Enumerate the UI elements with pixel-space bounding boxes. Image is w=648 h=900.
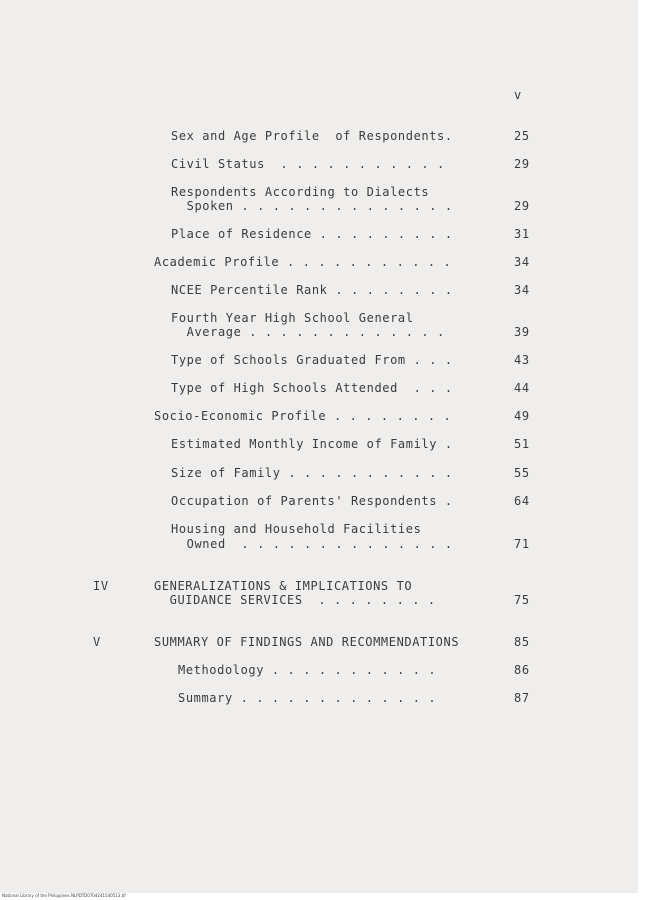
toc-entry-methodology: Methodology . . . . . . . . . . .: [178, 663, 437, 677]
toc-entry-housing-cont: Owned . . . . . . . . . . . . . .: [171, 537, 453, 551]
toc-entry-dialects: Respondents According to Dialects: [171, 185, 430, 199]
toc-page-number: 31: [514, 227, 530, 241]
toc-entry-dialects-cont: Spoken . . . . . . . . . . . . . .: [171, 199, 453, 213]
scan-margin-right: [638, 0, 648, 900]
toc-entry-monthly-income: Estimated Monthly Income of Family .: [171, 437, 453, 451]
chapter-title-generalizations-cont: GUIDANCE SERVICES . . . . . . . .: [154, 593, 436, 607]
toc-entry-residence: Place of Residence . . . . . . . . .: [171, 227, 453, 241]
toc-page-number: 29: [514, 157, 530, 171]
chapter-numeral: IV: [93, 579, 109, 593]
toc-entry-schools-graduated: Type of Schools Graduated From . . .: [171, 353, 453, 367]
toc-entry-ncee: NCEE Percentile Rank . . . . . . . .: [171, 283, 453, 297]
toc-page-number: 34: [514, 283, 530, 297]
toc-page-number: 51: [514, 437, 530, 451]
toc-page-number: 29: [514, 199, 530, 213]
chapter-title-summary: SUMMARY OF FINDINGS AND RECOMMENDATIONS: [154, 635, 460, 649]
toc-page-number: 85: [514, 635, 530, 649]
toc-entry-high-school-average: Fourth Year High School General: [171, 311, 414, 325]
page-number: v: [514, 88, 522, 102]
toc-section-academic-profile: Academic Profile . . . . . . . . . . .: [154, 255, 452, 269]
toc-entry-high-school-average-cont: Average . . . . . . . . . . . . .: [171, 325, 445, 339]
chapter-title-generalizations: GENERALIZATIONS & IMPLICATIONS TO: [154, 579, 413, 593]
toc-page-number: 43: [514, 353, 530, 367]
toc-page-number: 86: [514, 663, 530, 677]
toc-page-number: 87: [514, 691, 530, 705]
toc-page-number: 39: [514, 325, 530, 339]
toc-entry-housing: Housing and Household Facilities: [171, 522, 422, 536]
toc-entry-family-size: Size of Family . . . . . . . . . . .: [171, 466, 453, 480]
toc-entry-sex-age: Sex and Age Profile of Respondents.: [171, 129, 453, 143]
toc-page-number: 49: [514, 409, 530, 423]
toc-page-number: 75: [514, 593, 530, 607]
toc-entry-summary: Summary . . . . . . . . . . . . .: [178, 691, 437, 705]
scan-footer: National Library of the Philippines NLPDTD0704241540513.tif: [2, 893, 126, 898]
chapter-numeral: V: [93, 635, 101, 649]
toc-page-number: 25: [514, 129, 530, 143]
toc-page-number: 34: [514, 255, 530, 269]
toc-entry-high-schools-attended: Type of High Schools Attended . . .: [171, 381, 453, 395]
toc-page-number: 71: [514, 537, 530, 551]
toc-entry-parents-occupation: Occupation of Parents' Respondents .: [171, 494, 453, 508]
toc-page-number: 64: [514, 494, 530, 508]
toc-page-number: 44: [514, 381, 530, 395]
toc-section-socio-economic: Socio-Economic Profile . . . . . . . .: [154, 409, 452, 423]
toc-entry-civil-status: Civil Status . . . . . . . . . . .: [171, 157, 445, 171]
toc-page-number: 55: [514, 466, 530, 480]
